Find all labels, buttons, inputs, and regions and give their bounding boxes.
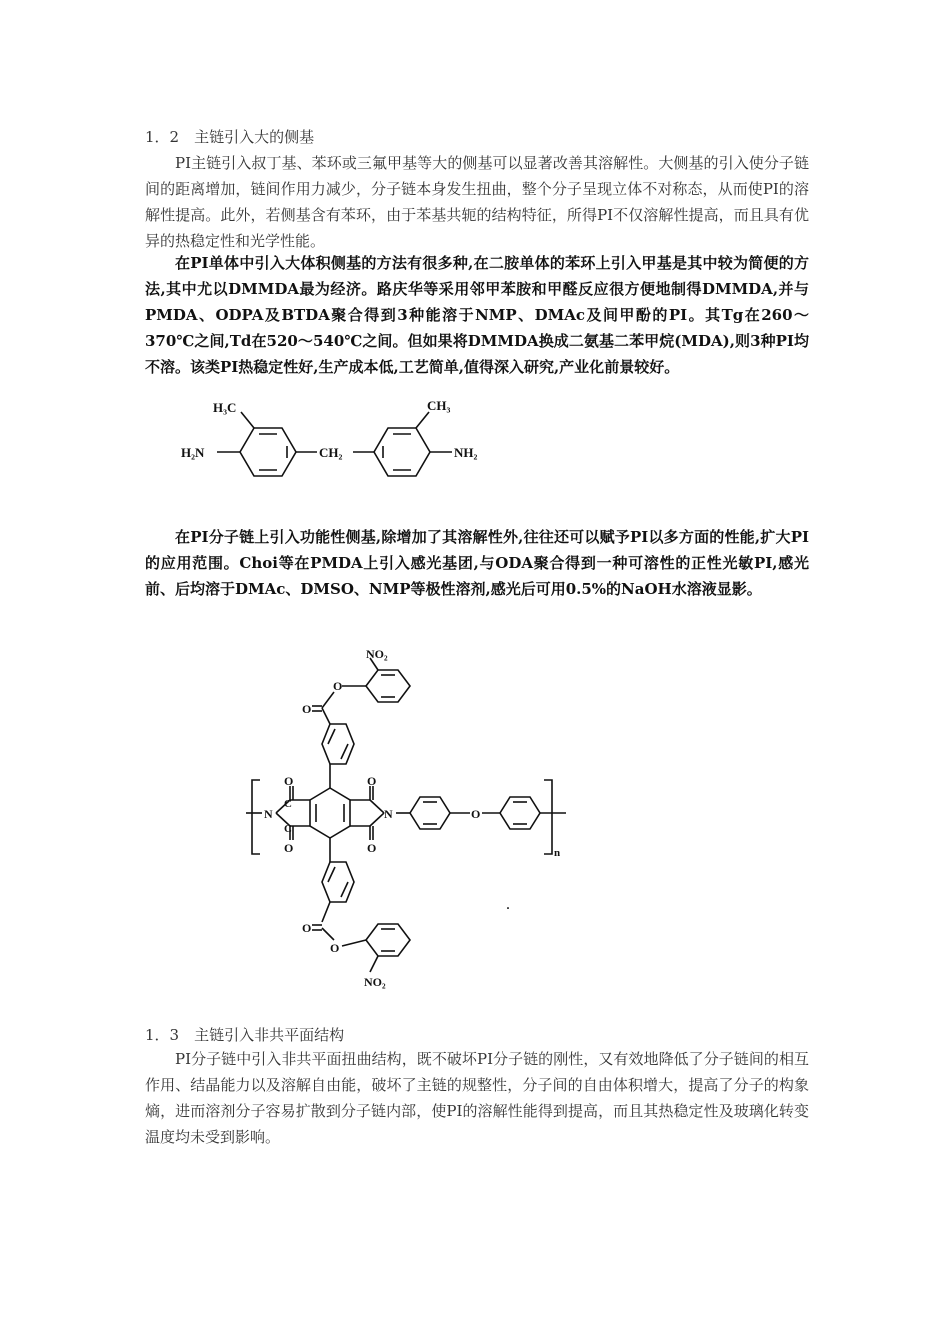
label-ester-o-bottom: O <box>330 941 340 955</box>
label-ester-o-top: O <box>333 679 343 693</box>
left-bracket <box>252 780 260 854</box>
label-no2-top: NO₂ <box>366 647 388 661</box>
label-n-left: N <box>264 807 273 821</box>
methyl-bond-right <box>416 412 429 428</box>
paragraph-non-coplanar: PI分子链中引入非共平面扭曲结构，既不破坏PI分子链的刚性，又有效地降低了分子链间的相互作用、结晶能力以及溶解自由能，破坏了主链的规整性，分子间的自由体积增大，提高了分子的构象熵，进而溶剂分子容易扩散到分子链内部，使PI的溶解性能得到提高，而且其热稳定性及玻璃化转变温度均未受到影响。 <box>145 1050 809 1146</box>
photosensitive-pi-structure-diagram <box>238 640 578 1000</box>
label-imide-o-3: O <box>367 774 377 788</box>
section-heading-1-3: 1．3 主链引入非共平面结构 <box>145 1026 345 1044</box>
paragraph-dmmda: 在PI单体中引入大体积侧基的方法有很多种,在二胺单体的苯环上引入甲基是其中较为简便的方法,其中尤以DMMDA最为经济。路庆华等采用邻甲苯胺和甲醛反应很方便地制得DMMDA,并与PMDA、ODPA及BTDA聚合得到3种能溶于NMP、DMAc及间甲酚的PI。其Tg在260～370℃之间,Td在520～540℃之间。但如果将DMMDA换成二氨基二苯甲烷(MDA),则3种PI均不溶。该类PI热稳定性好,生产成本低,工艺简单,值得深入研究,产业化前景较好。 <box>145 254 809 376</box>
label-no2-bottom: NO₂ <box>364 975 386 989</box>
paragraph-large-side-groups: PI主链引入叔丁基、苯环或三氟甲基等大的侧基可以显著改善其溶解性。大侧基的引入使分子链间的距离增加，链间作用力减少，分子链本身发生扭曲，整个分子呈现立体不对称态，从而使PI的溶解性提高。此外，若侧基含有苯环，由于苯基共轭的结构特征，所得PI不仅溶解性提高，而且具有优异的热稳定性和光学性能。 <box>145 154 809 250</box>
top-nitrophenyl-ring <box>366 670 410 702</box>
label-n-right: N <box>384 807 393 821</box>
label-ch2: CH₂ <box>319 445 343 460</box>
label-carbonyl-o-bottom: O <box>302 921 312 935</box>
label-repeat-n: n <box>554 847 561 859</box>
label-imide-o-1: O <box>284 774 294 788</box>
label-c-2: C <box>284 823 292 835</box>
section-heading-1-2: 1．2 主链引入大的侧基 <box>145 128 315 146</box>
label-carbonyl-o-top: O <box>302 702 312 716</box>
label-nh2: NH₂ <box>454 445 478 460</box>
left-benzene-ring <box>240 428 296 476</box>
label-c-1: C <box>284 798 292 810</box>
bottom-nitrophenyl-ring <box>366 924 410 956</box>
stray-dot: · <box>506 901 511 915</box>
label-ether-o: O <box>471 807 481 821</box>
right-bracket <box>544 780 552 854</box>
pyromellitic-core <box>310 788 350 838</box>
label-imide-o-2: O <box>284 841 294 855</box>
label-imide-o-4: O <box>367 841 377 855</box>
right-benzene-ring <box>374 428 430 476</box>
label-ch3: CH₃ <box>427 398 451 413</box>
lower-phenyl-ring <box>322 862 354 902</box>
oda-phenyl-ring-1 <box>410 797 450 829</box>
methyl-bond-left <box>241 412 254 428</box>
dmmda-structure-diagram <box>175 394 495 504</box>
label-h2n: H₂N <box>181 445 205 460</box>
paragraph-functional-groups: 在PI分子链上引入功能性侧基,除增加了其溶解性外,往往还可以赋予PI以多方面的性能,扩大PI的应用范围。Choi等在PMDA上引入感光基团,与ODA聚合得到一种可溶性的正性光敏PI,感光前、后均溶于DMAc、DMSO、NMP等极性溶剂,感光后可用0.5%的NaOH水溶液显影。 <box>145 528 809 598</box>
oda-phenyl-ring-2 <box>500 797 540 829</box>
label-h3c: H₃C <box>213 400 237 415</box>
upper-phenyl-ring <box>322 724 354 764</box>
